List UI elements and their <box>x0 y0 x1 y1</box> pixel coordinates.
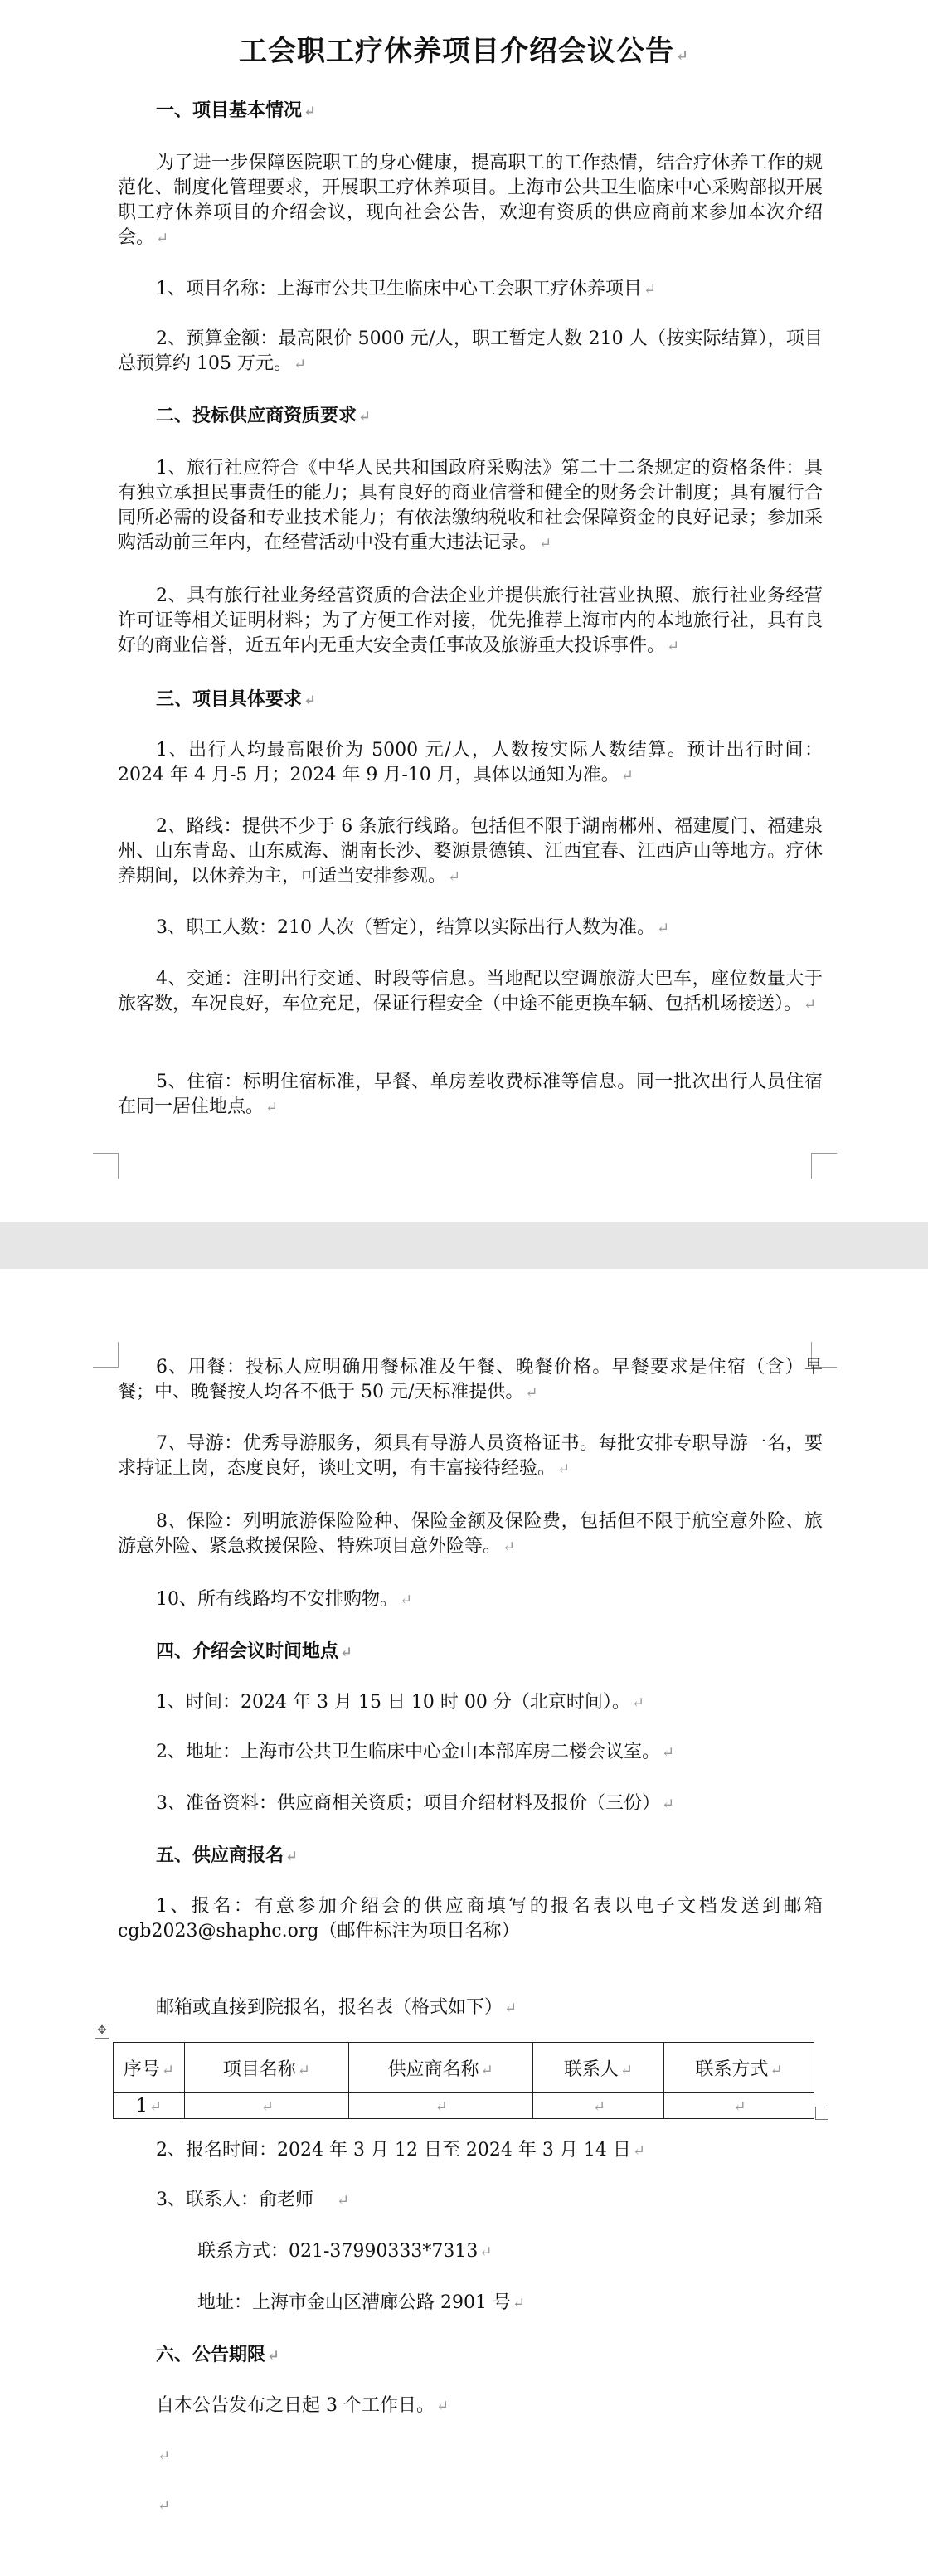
section-5 <box>118 1843 823 1869</box>
table-resize-handle[interactable] <box>815 2107 828 2120</box>
section-4-item-3: 3、准备资料：供应商相关资质；项目介绍材料及报价（三份） ↵ <box>156 1793 675 1814</box>
section-1 <box>118 98 823 124</box>
section-heading: 五、供应商报名 ↵ <box>156 1845 299 1866</box>
section-3-item-2: 2、路线：提供不少于 6 条旅行线路。包括但不限于湖南郴州、福建厦门、福建泉州、山东青岛、山东威海、湖南长沙、婺源景德镇、江西宜春、江西庐山等地方。疗休养期间，以休养为主，可适当安排参观。 ↵ <box>118 816 823 887</box>
section-3-item-7: 7、导游：优秀导游服务，须具有导游人员资格证书。每批安排专职导游一名，要求持证上岗，态度良好，谈吐文明，有丰富接待经验。 ↵ <box>118 1433 823 1479</box>
section-1-item-1: 1、项目名称：上海市公共卫生临床中心工会职工疗休养项目 ↵ <box>156 279 657 299</box>
section-heading: 二、投标供应商资质要求 ↵ <box>156 405 372 426</box>
table-header-cell: 序号 ↵ <box>114 2043 185 2093</box>
section-3-item-1: 1、出行人均最高限价为 5000 元/人，人数按实际人数结算。预计出行时间：2024 年 4 月-5 月；2024 年 9 月-10 月，具体以通知为准。 ↵ <box>118 740 823 785</box>
section-4 <box>118 1639 823 1665</box>
table-header-cell: 供应商名称 ↵ <box>348 2043 532 2093</box>
section-6-text: 自本公告发布之日起 3 个工作日。 ↵ <box>156 2395 449 2416</box>
document-title: 工会职工疗休养项目介绍会议公告 ↵ <box>238 35 690 68</box>
section-3-item-5: 5、住宿：标明住宿标准，早餐、单房差收费标准等信息。同一批次出行人员住宿在同一居住地点。 ↵ <box>118 1072 823 1117</box>
document-page-1 <box>0 0 928 1222</box>
page-gap <box>0 1222 928 1269</box>
table-move-handle[interactable]: ✥ <box>95 2024 109 2039</box>
section-6 <box>118 2342 823 2369</box>
document-page-2 <box>0 1269 928 2576</box>
table-row <box>114 2093 814 2119</box>
table-cell[interactable]: ↵ <box>348 2093 532 2119</box>
section-5-address: 地址：上海市金山区漕廊公路 2901 号 ↵ <box>197 2292 526 2313</box>
section-2-item-1: 1、旅行社应符合《中华人民共和国政府采购法》第二十二条规定的资格条件：具有独立承担民事责任的能力；具有良好的商业信誉和健全的财务会计制度；具有履行合同所必需的设备和专业技术能力；有依法缴纳税收和社会保障资金的良好记录；参加采购活动前三年内，在经营活动中没有重大违法记录。 ↵ <box>118 458 823 553</box>
table-cell[interactable]: 1 ↵ <box>114 2093 185 2119</box>
table-header-cell: 联系方式 ↵ <box>664 2043 814 2093</box>
section-5-contact: 联系方式：021-37990333*7313 ↵ <box>197 2241 493 2262</box>
table-cell[interactable]: ↵ <box>532 2093 663 2119</box>
empty-paragraph: ↵ <box>158 2497 171 2515</box>
table-cell[interactable]: ↵ <box>664 2093 814 2119</box>
page-corner-mark <box>93 1153 119 1179</box>
section-heading: 一、项目基本情况 ↵ <box>156 100 317 121</box>
section-3-item-4: 4、交通：注明出行交通、时段等信息。当地配以空调旅游大巴车，座位数量大于旅客数，车况良好，车位充足，保证行程安全（中途不能更换车辆、包括机场接送）。 ↵ <box>118 969 823 1014</box>
section-3-item-10: 10、所有线路均不安排购物。 ↵ <box>156 1589 413 1610</box>
page-corner-mark <box>93 1342 119 1368</box>
section-4-item-2: 2、地址：上海市公共卫生临床中心金山本部库房二楼会议室。 ↵ <box>156 1742 675 1762</box>
section-5-item-1: 1、报名：有意参加介绍会的供应商填写的报名表以电子文档发送到邮箱 cgb2023@shaphc.org（邮件标注为项目名称） <box>118 1896 823 1942</box>
section-1-intro: 为了进一步保障医院职工的身心健康，提高职工的工作热情，结合疗休养工作的规范化、制度化管理要求，开展职工疗休养项目。上海市公共卫生临床中心采购部拟开展职工疗休养项目的介绍会议，现向社会公告，欢迎有资质的供应商前来参加本次介绍会。 ↵ <box>118 153 823 248</box>
section-4-item-1: 1、时间：2024 年 3 月 15 日 10 时 00 分（北京时间）。 ↵ <box>156 1692 644 1713</box>
table-header-row <box>114 2043 814 2093</box>
section-2 <box>118 403 823 430</box>
section-5-item-3: 3、联系人：俞老师 ↵ <box>156 2190 350 2210</box>
page-corner-mark <box>811 1153 837 1179</box>
table-header-cell: 联系人 ↵ <box>532 2043 663 2093</box>
section-3 <box>118 687 823 713</box>
section-1-item-2: 2、预算金额：最高限价 5000 元/人，职工暂定人数 210 人（按实际结算），项目总预算约 105 万元。 ↵ <box>118 328 823 374</box>
section-heading: 六、公告期限 ↵ <box>156 2344 280 2365</box>
section-3-item-6: 6、用餐：投标人应明确用餐标准及午餐、晚餐价格。早餐要求是住宿（含）早餐；中、晚餐按人均各不低于 50 元/天标准提供。 ↵ <box>118 1357 823 1402</box>
table-header-cell: 项目名称 ↵ <box>184 2043 348 2093</box>
section-5-item-2: 2、报名时间：2024 年 3 月 12 日至 2024 年 3 月 14 日 ↵ <box>156 2140 645 2160</box>
section-2-item-2: 2、具有旅行社业务经营资质的合法企业并提供旅行社营业执照、旅行社业务经营许可证等相关证明材料；为了方便工作对接，优先推荐上海市内的本地旅行社，具有良好的商业信誉，近五年内无重大安全责任事故及旅游重大投诉事件。 ↵ <box>118 586 823 656</box>
section-5-item-1b: 邮箱或直接到院报名，报名表（格式如下） ↵ <box>156 1997 517 2018</box>
section-heading: 三、项目具体要求 ↵ <box>156 688 317 710</box>
section-heading: 四、介绍会议时间地点 ↵ <box>156 1640 353 1662</box>
section-3-item-3: 3、职工人数：210 人次（暂定），结算以实际出行人数为准。 ↵ <box>156 917 670 938</box>
signup-table <box>113 2042 814 2119</box>
table-cell[interactable]: ↵ <box>184 2093 348 2119</box>
empty-paragraph: ↵ <box>158 2447 171 2465</box>
section-3-item-8: 8、保险：列明旅游保险险种、保险金额及保险费，包括但不限于航空意外险、旅游意外险、紧急救援保险、特殊项目意外险等。 ↵ <box>118 1511 823 1557</box>
